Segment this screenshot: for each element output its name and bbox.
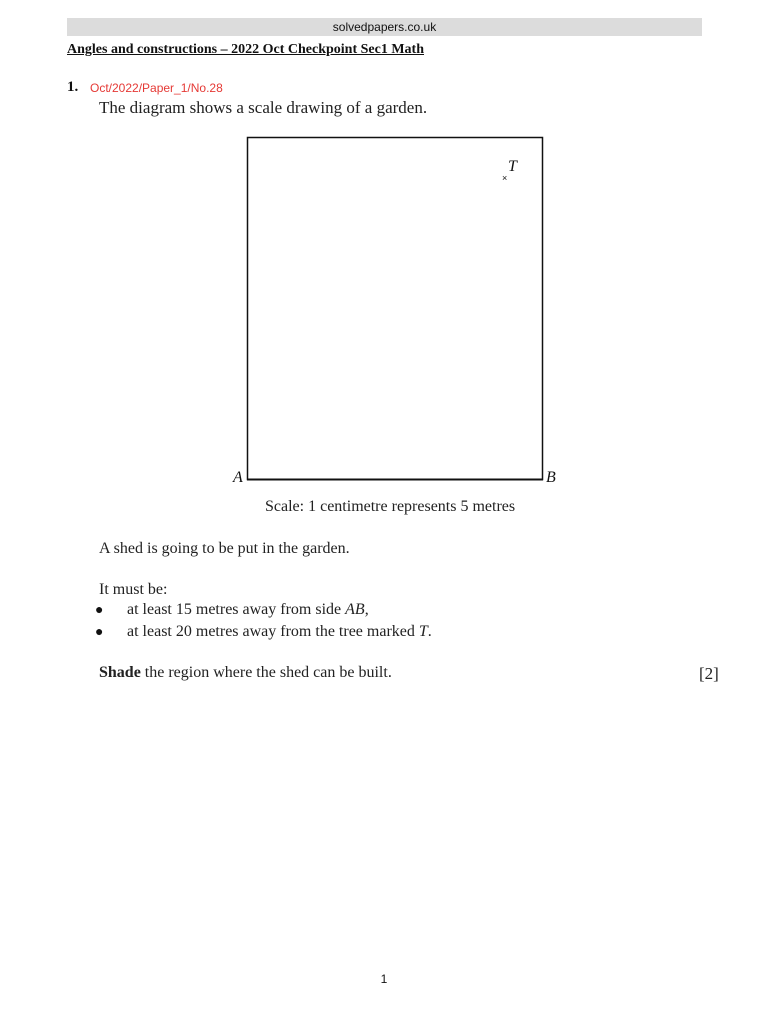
instruction: Shade the region where the shed can be built. xyxy=(99,664,392,681)
condition-2: at least 20 metres away from the tree marked T. xyxy=(127,623,432,640)
label-b: B xyxy=(546,469,556,486)
label-t: T xyxy=(508,158,517,175)
question-reference: Oct/2022/Paper_1/No.28 xyxy=(90,81,223,95)
marks: [2] xyxy=(699,664,719,683)
site-banner: solvedpapers.co.uk xyxy=(67,18,702,36)
bullet-icon: ● xyxy=(95,603,104,618)
label-a: A xyxy=(233,469,243,486)
bullet-icon: ● xyxy=(95,625,104,640)
tree-marker: × xyxy=(502,173,508,183)
shed-statement: A shed is going to be put in the garden. xyxy=(99,540,350,557)
condition-1: at least 15 metres away from side AB, xyxy=(127,601,369,618)
question-intro: The diagram shows a scale drawing of a garden. xyxy=(99,98,428,117)
garden-outline xyxy=(248,138,543,480)
page-number: 1 xyxy=(380,972,388,986)
question-number: 1. xyxy=(67,79,79,95)
must-be-label: It must be: xyxy=(99,581,168,598)
scale-note: Scale: 1 centimetre represents 5 metres xyxy=(265,498,516,515)
page-title: Angles and constructions – 2022 Oct Checkpoint Sec1 Math xyxy=(67,42,425,57)
